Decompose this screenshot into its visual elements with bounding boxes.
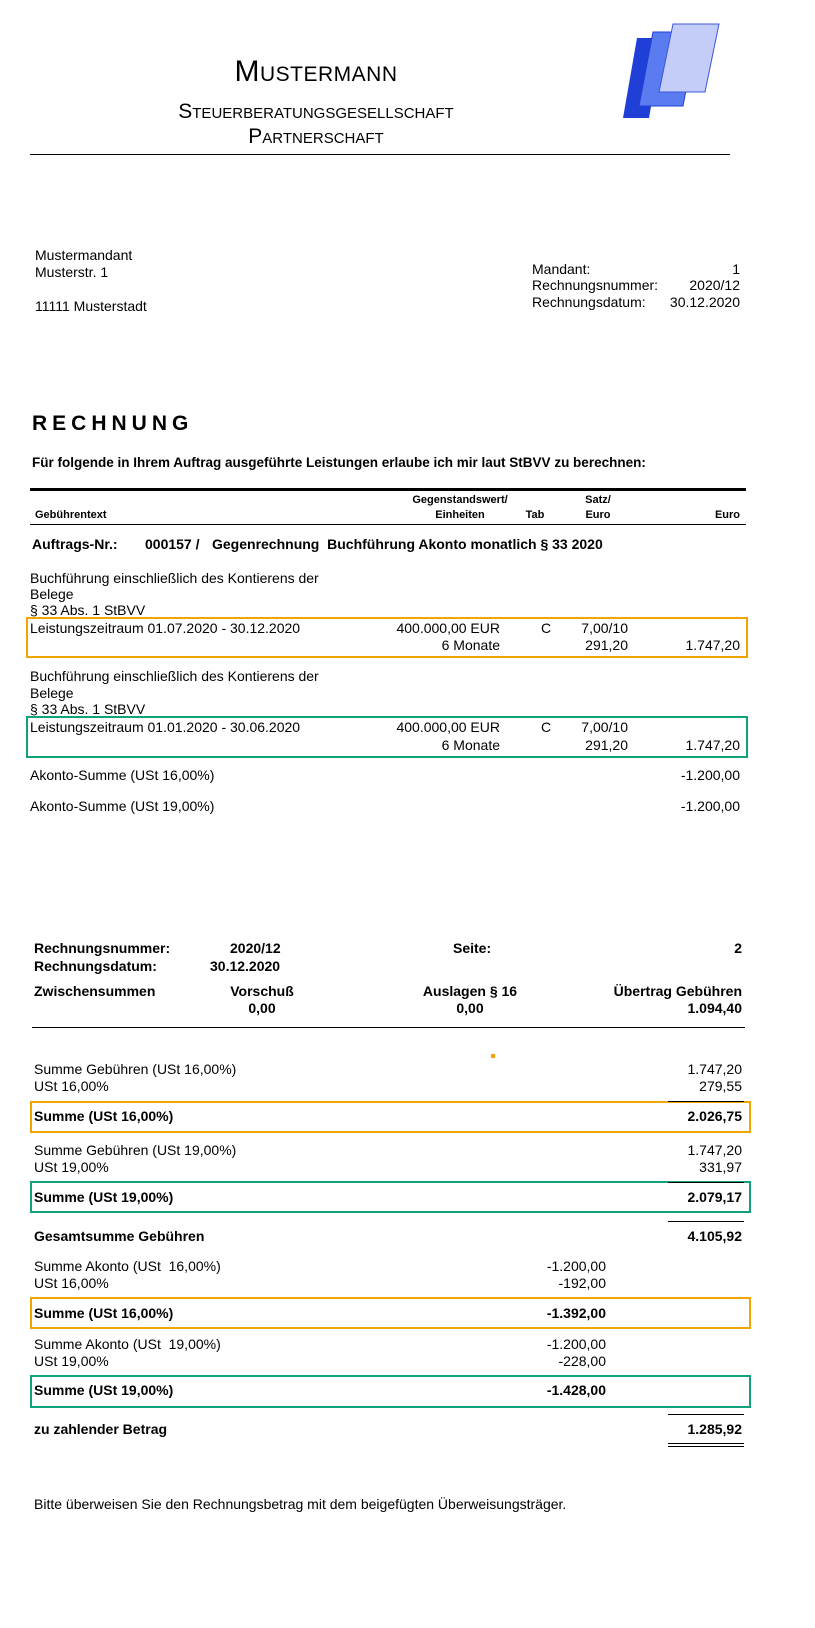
order-number: 000157 /: [145, 536, 200, 552]
order-label: Auftrags-Nr.:: [32, 536, 118, 552]
item-description-line: Buchführung einschließlich des Kontierens der: [30, 668, 319, 684]
p2-invoice-date-value: 30.12.2020: [210, 958, 281, 974]
sum-19-label: Summe (USt 19,00%): [34, 1189, 174, 1205]
invoice-number-label: Rechnungsnummer:: [532, 277, 659, 293]
col-header-value-2: Einheiten: [435, 509, 485, 521]
stray-dot: [491, 1054, 495, 1058]
vat-19-label: USt 19,00%: [34, 1159, 109, 1175]
akonto-vat-16-label: USt 16,00%: [34, 1275, 109, 1291]
total-fees-label: Gesamtsumme Gebühren: [34, 1228, 205, 1244]
payable-value: 1.285,92: [687, 1421, 742, 1437]
col-header-rate-1: Satz/: [585, 494, 611, 506]
col-header-rate-2: Euro: [585, 509, 611, 521]
item-rate: 7,00/10: [581, 620, 628, 636]
firm-logo: [615, 20, 725, 120]
subtotals-label: Zwischensummen: [34, 983, 156, 999]
payable-label: zu zahlender Betrag: [34, 1421, 168, 1437]
firm-subtitle-1: Steuerberatungsgesellschaft: [178, 100, 454, 123]
carry-label: Übertrag Gebühren: [613, 983, 742, 999]
item-legal-reference: § 33 Abs. 1 StBVV: [30, 602, 146, 618]
total-fees-value: 4.105,92: [687, 1228, 742, 1244]
sum-19-value: 2.079,17: [687, 1189, 742, 1205]
item-amount: 1.747,20: [685, 637, 740, 653]
invoice-date-label: Rechnungsdatum:: [532, 294, 646, 310]
fees-16-label: Summe Gebühren (USt 16,00%): [34, 1061, 237, 1077]
fees-19-label: Summe Gebühren (USt 19,00%): [34, 1142, 237, 1158]
akonto-sum-19-value: -1.428,00: [546, 1382, 606, 1398]
akonto-label: Akonto-Summe (USt 16,00%): [30, 767, 215, 783]
advance-label: Vorschuß: [230, 983, 294, 999]
recipient-city: 11111 Musterstadt: [35, 298, 147, 314]
item-value: 400.000,00 EUR: [396, 719, 500, 735]
page2-header-divider: [32, 1027, 745, 1028]
item-description-line: Buchführung einschließlich des Kontierens der: [30, 570, 319, 586]
akonto-amount: -1.200,00: [680, 798, 740, 814]
item-period: Leistungszeitraum 01.01.2020 - 30.06.2020: [30, 719, 301, 735]
sum-rule: [668, 1182, 744, 1183]
item-legal-reference: § 33 Abs. 1 StBVV: [30, 701, 146, 717]
vat-16-label: USt 16,00%: [34, 1078, 109, 1094]
item-rate-euro: 291,20: [585, 637, 628, 653]
page-title: RECHNUNG: [32, 412, 194, 435]
expenses-label: Auslagen § 16: [422, 983, 518, 999]
sum-16-value: 2.026,75: [687, 1108, 742, 1124]
payable-double-rule: [668, 1446, 744, 1447]
item-amount: 1.747,20: [685, 737, 740, 753]
item-tab: C: [540, 719, 552, 735]
recipient-name: Mustermandant: [35, 247, 133, 263]
vat-16-value: 279,55: [699, 1078, 742, 1094]
invoice-date-value: 30.12.2020: [669, 294, 740, 310]
header-divider: [30, 154, 730, 155]
akonto-sum-16-label: Summe (USt 16,00%): [34, 1305, 174, 1321]
item-rate-euro: 291,20: [585, 737, 628, 753]
sum-rule: [668, 1101, 744, 1102]
col-header-euro: Euro: [714, 509, 740, 521]
header-rule: [30, 488, 746, 491]
item-description-line: Belege: [30, 685, 74, 701]
mandant-label: Mandant:: [532, 261, 591, 277]
firm-subtitle-2: Partnerschaft: [248, 125, 384, 148]
expenses-value: 0,00: [456, 1000, 484, 1016]
item-period: Leistungszeitraum 01.07.2020 - 30.12.2020: [30, 620, 301, 636]
sum-16-label: Summe (USt 16,00%): [34, 1108, 174, 1124]
col-header-value-1: Gegenstandswert/: [412, 494, 508, 506]
akonto-label: Akonto-Summe (USt 19,00%): [30, 798, 215, 814]
firm-name: Mustermann: [234, 55, 398, 88]
akonto-16-value: -1.200,00: [546, 1258, 606, 1274]
col-header-tab: Tab: [525, 509, 545, 521]
fees-16-value: 1.747,20: [687, 1061, 742, 1077]
akonto-vat-19-label: USt 19,00%: [34, 1353, 109, 1369]
item-description-line: Belege: [30, 586, 74, 602]
item-tab: C: [540, 620, 552, 636]
p2-page-number: 2: [734, 940, 742, 956]
p2-invoice-number-value: 2020/12: [230, 940, 281, 956]
advance-value: 0,00: [248, 1000, 276, 1016]
akonto-19-label: Summe Akonto (USt 19,00%): [34, 1336, 221, 1352]
akonto-vat-19-value: -228,00: [558, 1353, 606, 1369]
item-rate: 7,00/10: [581, 719, 628, 735]
akonto-amount: -1.200,00: [680, 767, 740, 783]
p2-invoice-number-label: Rechnungsnummer:: [34, 940, 171, 956]
recipient-street: Musterstr. 1: [35, 264, 109, 280]
akonto-19-value: -1.200,00: [546, 1336, 606, 1352]
p2-page-label: Seite:: [453, 940, 492, 956]
item-value: 400.000,00 EUR: [396, 620, 500, 636]
invoice-number-value: 2020/12: [689, 277, 740, 293]
total-rule: [668, 1221, 744, 1222]
akonto-vat-16-value: -192,00: [558, 1275, 606, 1291]
intro-text: Für folgende in Ihrem Auftrag ausgeführte Leistungen erlaube ich mir laut StBVV zu berechnen:: [32, 455, 646, 470]
footer-note: Bitte überweisen Sie den Rechnungsbetrag mit dem beigefügten Überweisungsträger.: [34, 1496, 567, 1512]
akonto-sum-16-value: -1.392,00: [546, 1305, 606, 1321]
vat-19-value: 331,97: [699, 1159, 742, 1175]
item-units: 6 Monate: [441, 737, 500, 753]
akonto-sum-19-label: Summe (USt 19,00%): [34, 1382, 174, 1398]
carry-value: 1.094,40: [687, 1000, 742, 1016]
payable-double-rule: [668, 1443, 744, 1444]
item-units: 6 Monate: [441, 637, 500, 653]
akonto-16-label: Summe Akonto (USt 16,00%): [34, 1258, 221, 1274]
order-description: Gegenrechnung Buchführung Akonto monatlich § 33 2020: [212, 536, 603, 552]
mandant-value: 1: [732, 261, 740, 277]
fees-19-value: 1.747,20: [687, 1142, 742, 1158]
col-header-text: Gebührentext: [35, 509, 107, 521]
header-underline: [30, 524, 746, 525]
payable-top-rule: [668, 1414, 744, 1415]
p2-invoice-date-label: Rechnungsdatum:: [34, 958, 157, 974]
